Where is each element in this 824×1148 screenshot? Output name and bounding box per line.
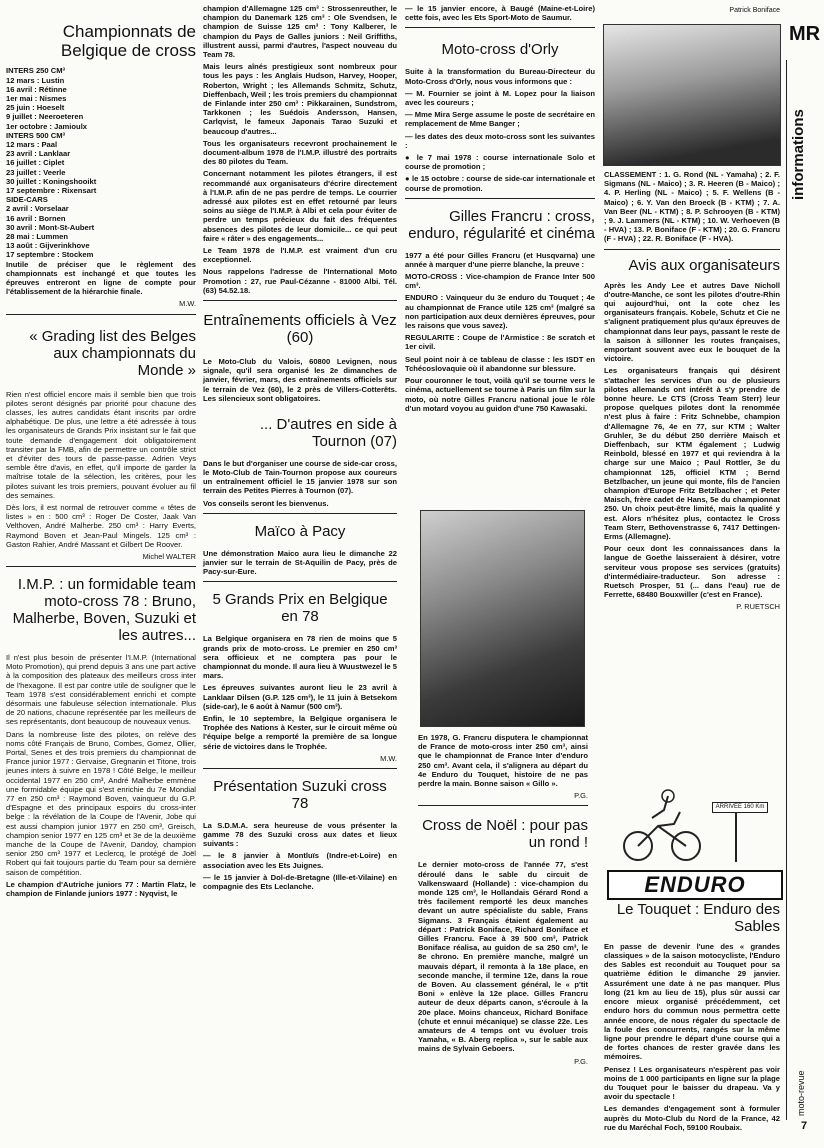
list-item: 12 mars : Lustin <box>6 75 65 85</box>
divider <box>418 805 588 806</box>
tournon-paragraph: Dans le but d'organiser une course de side-car cross, le Moto-Club de Tain-Tournon propose aux coureurs un entraînement officiel le 15 janvier 1978 sur son terrain des Petites Pierres à Tournon (07). <box>203 458 397 496</box>
imp-continued: Mais leurs aînés prestigieux sont nombreux pour tous les pays : les Anglais Hudson, Harvey, Hooper, Roberton, Wright ; les Allemands Schmitz, Schutz, Dieffenbach, Weil ; les trois premiers du championnat de Finlande inter 250 cm³ : Pikkarainen, Sundstrom, Tarkkonen ; les Suédois Andersson, Hansen, Carlqvist, le fameux Japonais Tarao Suzuki et beaucoup d'autres... <box>203 62 397 136</box>
francru-paragraph: Seul point noir à ce tableau de classe : les ISDT en Tchécoslovaquie où il abandonne sur blessure. <box>405 354 595 373</box>
divider <box>203 513 397 514</box>
imp-address: Nous rappelons l'adresse de l'International Moto Promotion : 27, rue Paul-Cézanne - 81000 Albi. Tél. (63) 54.52.18. <box>203 267 397 295</box>
touquet-paragraph: Pensez ! Les organisateurs n'espèrent pas voir moins de 1 000 participants en ligne sur la plage du Touquet pour le baisser du drapeau. Va y avoir du spectacle ! <box>604 1064 780 1102</box>
enduro-illustration <box>608 788 778 866</box>
orly-paragraph: — Mme Mira Serge assume le poste de secrétaire en remplacement de Mme Banger ; <box>405 110 595 129</box>
touquet-title: Le Touquet : Enduro des Sables <box>616 901 780 935</box>
orly-paragraph: — les dates des deux moto-cross sont les suivantes : <box>405 131 595 150</box>
inter250-heading: INTERS 250 CM³ <box>6 66 66 76</box>
imp-continued: champion d'Allemagne 125 cm³ : Strossenreuther, le champion du Danemark 125 cm³ : Ole Svendsen, le champion de Suisse 125 cm³ : Tony Kalberer, le champion du Pays de Galles juniors : Neil Griffiths, illustrent aussi, parmi d'autres, l'aspect nouveau du Team 78. <box>203 4 397 60</box>
francru-paragraph: 1977 a été pour Gilles Francru (et Husqvarna) une année à marquer d'une pierre blanche, la preuve : <box>405 250 595 269</box>
sidecars-heading: SIDE-CARS <box>6 195 48 205</box>
list-item: 30 juillet : Koningshooikt <box>6 176 97 186</box>
grading-paragraph: Dès lors, il est normal de retrouver comme « têtes de listes » en : 500 cm³ : Roger De Coster, Jaak Van Velthoven, André Malherbe. 250 cm³ : Harry Everts, Raymond Boven et Jean-Paul Mingels. 125 cm³ : Gaston Rahier, André Massant et Gilbert De Roover. <box>6 502 196 549</box>
orly-paragraph: Suite à la transformation du Bureau-Directeur du Moto-Cross d'Orly, nous vous informons que : <box>405 67 595 86</box>
gp-paragraph: Enfin, le 10 septembre, la Belgique organisera le Trophée des Nations à Kester, sur le circuit même où l'équipe belge a remporté la première de sa longue série de victoires dans le Trophée. <box>203 713 397 751</box>
touquet-paragraph: Les demandes d'engagement sont à formuler auprès du Moto-Club du Nord de la France, 42 rue du Maréchal Foch, 59100 Roubaix. <box>604 1104 780 1132</box>
magazine-logo: MR <box>789 23 821 45</box>
tournon-paragraph: Vos conseils seront les bienvenus. <box>203 498 329 508</box>
signature: M.W. <box>380 753 397 763</box>
imp-continued: Concernant notamment les pilotes étrangers, il est recommandé aux organisateurs d'écrire directement à l'I.M.P. afin de ne pas perdre de temps. Le courrier adressé aux pilotes est en effet retourné par leurs soins au siège de l'I.M.P. à Albi et cela pour éviter de perdre un temps précieux du fait des fréquentes absences des pilotes de leur domicile... ce qui peut faire « râter » des engagements... <box>203 169 397 243</box>
suzuki-continued: — le 15 janvier encore, à Baugé (Maine-et-Loire) cette fois, avec les Ets Sport-Moto de Saumur. <box>405 4 595 23</box>
noel-title: Cross de Noël : pour pas un rond ! <box>422 817 588 852</box>
francru-paragraph: Pour couronner le tout, voilà qu'il se tourne vers le cinéma, actuellement se tourne à Paris un film sur la moto, où notre Gilles Francru national joue le rôle d'un motard voyou au guidon d'une 750 Kawasaki. <box>405 376 595 413</box>
suzuki-title: Présentation Suzuki cross 78 <box>213 777 387 812</box>
column-2 <box>203 4 397 894</box>
regulation-note: Inutile de préciser que le règlement des championnats est inchangé et que toutes les épreuves entreront en ligne de compte pour l'établissement de la hiérarchie finale. <box>6 259 196 297</box>
suzuki-paragraph: La S.D.M.A. sera heureuse de vous présenter la gamme 78 des Suzuki cross aux dates et lieux suivants : <box>203 820 397 849</box>
orly-paragraph: ● le 15 octobre : course de side-car internationale et course de promotion. <box>405 174 595 193</box>
list-item: 23 juillet : Veerle <box>6 167 66 177</box>
avis-paragraph: Les organisateurs français qui désirent s'attacher les services d'un ou de plusieurs pilotes allemands ont intérêt à s'y prendre de bonne heure. Le CTS (Cross Team Sterr) leur propose quelques pilotes dont la renommée n'est plus à faire : Fritz Schnebbe, champion d'Allemagne 76, 4e en 77, sur KTM ; Walter Gruhler, 3e du début 250 derrière Maisch et Dieffenbach, sur KTM également ; Ludwig Reinbold, blessé en 1977 et qui reviendra à la charge sur une Maico ; Paul Rottler, 3e du championnat 125, officiel KTM ; Bernd Betzlbacher, un jeune qui monte, fils de l'ancien champion d'Europe Fritz Betzlbacher ; et Peter Maisch, frère cadet de Hans, 5e du championnat 250. Un choix peut-être limité, mais la qualité y est. Alors n'hésitez plus, contactez le Cross Team Sterr, Bethovenstrasse 6, 7417 Dettingen-Erms (Allemagne). <box>604 366 780 542</box>
margin-rule <box>786 60 787 1120</box>
imp-continued: Tous les organisateurs recevront prochainement le document-album 1978 de l'I.M.P. illustré des portraits des 80 pilotes du Team. <box>203 138 397 167</box>
column-3 <box>405 4 595 416</box>
orly-title: Moto-cross d'Orly <box>441 41 559 59</box>
page-number: 7 <box>800 1120 808 1132</box>
suzuki-paragraph: — le 8 janvier à Montluïs (Indre-et-Loire) en association avec les Ets Juignes. <box>203 851 397 870</box>
inter250-list <box>6 76 196 131</box>
signature: M.W. <box>179 299 196 309</box>
suzuki-paragraph: — le 15 janvier à Dol-de-Bretagne (Ille-et-Vilaine) en compagnie des Ets Leclanche. <box>203 872 397 892</box>
grading-paragraph: Rien n'est officiel encore mais il semble bien que trois pilotes seront désignés par priorité pour chacune des classes, les autres candidats étant inscrits par ordre alphabétique. De plus, une lettre a été adressée à tous les organisateurs de Grands Prix insistant sur le fait que toute demande d'engagement doit obligatoirement transiter par la FMB, afin de permettre un contrôle strict et d'éviter des tours de passe-passe. Adrien Veys semble être d'avis, en effet, qu'il importe de garder la maîtrise totale de la sélection, les critères, pour les pilotes suivant les trois premiers, pouvant évoluer au fil des semaines. <box>6 389 196 500</box>
imp-paragraph: Le champion d'Autriche juniors 77 : Martin Flatz, le champion de Finlande juniors 1977 : Nyqvist, le <box>6 879 196 898</box>
vez-paragraph: Le Moto-Club du Valois, 60800 Levignen, nous signale, qu'il sera organisé les 2e dimanches de janvier, février, mars, des entraînements officiels sur le terrain de Vez (60), le 2 près de Villers-Cotterêts. Les silencieux sont obligatoires. <box>203 356 397 403</box>
list-item: 16 juillet : Ciplet <box>6 158 65 168</box>
maico-title: Maïco à Pacy <box>254 522 346 540</box>
orly-paragraph: — M. Fournier se joint à M. Lopez pour la liaison avec les coureurs ; <box>405 88 595 107</box>
list-item: 17 septembre : Rixensart <box>6 186 97 196</box>
inter500-list <box>6 140 196 195</box>
touquet-paragraph: En passe de devenir l'une des « grandes classiques » de la saison motocycliste, l'Enduro des Sables est reconduit au Touquet pour sa quatrième édition le dimanche 29 janvier. Assurément une date à ne pas manquer. Plus long (21 km au lieu de 15), plus sûr aussi car encore mieux organisé précédemment, cet enduro hors du commun nous permettra cette année encore, de nous régaler du spectacle de la foule des concurrents, rangés sur la même ligne pour prendre le départ d'une course qui a de fortes chances de rester gravée dans les mémoires. <box>604 941 780 1062</box>
gp-paragraph: La Belgique organisera en 78 rien de moins que 5 grands prix de moto-cross. Le premier en 250 cm³ sera officieux et ne comptera pas pour le championnat du monde. Il aura lieu à Wuustwezel le 5 mars. <box>203 634 397 681</box>
list-item: 13 août : Gijverinkhove <box>6 241 90 251</box>
photo-caption: En 1978, G. Francru disputera le championnat de France de moto-cross inter 250 cm³, ainsi que le championnat de France Inter d'enduro 250 cm³. Avant cela, il s'alignera au départ du 4e Enduro du Touquet, histoire de ne pas perdre la main. Bonne saison « Gillo ». <box>418 733 588 789</box>
sidecars-list <box>6 204 196 259</box>
list-item: 28 mai : Lummen <box>6 232 69 242</box>
divider <box>203 300 397 301</box>
imp-paragraph: Il n'est plus besoin de présenter l'I.M.P. (International Moto Promotion), qui prend depuis 3 ans une part active à la composition des plateaux des meilleurs cross inter de l'hexagone. Il est par contre utile de souligner que le Team 1978 s'est considérablement enrichi et compte désormais une fabuleuse sélection internationale. Plus de 20 nations, chacune représentée par les meilleurs de ses représentants, dont beaucoup de nouveaux venus. <box>6 652 196 727</box>
list-item: 25 juin : Hoeselt <box>6 103 65 113</box>
signature: P. RUETSCH <box>736 602 780 612</box>
noel-paragraph: Le dernier moto-cross de l'année 77, s'est déroulé dans le sable du circuit de Valkenswaard (Hollande) : vice-champion du monde 125 cm³, le Hollandais Gérard Rond a très facilement remporté les deux manches devant un autre spécialiste du sable, Frans Sigmans. 3 Français étaient également au départ : Patrick Boniface, Richard Boniface et Gilles Francru. Face à 39 500 cm³, Patrick Boniface réalisa, au guidon de sa 250 cm³, le 8e chrono. En première manche, malgré un mauvais départ, il remonta à la 18e place, en seconde manche, il termine 12e, dans la roue de Boven. Au classement général, le « p'tit Boni » enlève la 12e place. Gilles Francru auteur de deux départs canon, s'écroule à la 20e place. Moins chanceux, Richard Boniface (chute et ennui mécanique) se classe 22e. Les amateurs de 4 temps ont vu évoluer trois Yamaha, « B. Aberg replica », sur le sable aux mains de Sylvain Geboers. <box>418 860 588 1054</box>
footer-label: moto-revue <box>796 1070 806 1116</box>
list-item: 1er mai : Nismes <box>6 94 67 104</box>
list-item: 12 mars : Paal <box>6 140 58 150</box>
imp-paragraph: Dans la nombreuse liste des pilotes, on relève des noms côté Français de Bruno, Combes, Gomez, Ollier, Portal, Senes et des trois premiers du championnat de France junior 1977 : Gervaise, Gregnanin et Titone, trois jeunes inters à suivre en 1978 ! Côté Belge, le meilleur occidental 1977 en 250 cm³, André Malherbe emmène une formidable équipe qui s'est enrichie du 7e Mondial 77 en 250 cm³ : Raymond Boven, vainqueur du G.P. d'Espagne et des principaux espoirs du cross-inter belge : la révélation de la Coupe de l'Avenir, Jobe qui est aussi champion junior 1977 en 250 cm³, Greisch, champion senior 1977 en 125 cm³ et 3e de la deuxième manche de la Coupe de l'Avenir, Dandoy, champion senior 250 cm³ 1977 et Leclercq, le protégé de Joël Robert qui fait toujours partie du Team pour sa dernière saison de compétition. <box>6 729 196 877</box>
list-item: 16 avril : Bornen <box>6 213 66 223</box>
vez-title: Entraînements officiels à Vez (60) <box>203 312 397 347</box>
list-item: 1er octobre : Jamioulx <box>6 121 88 131</box>
signature: Michel WALTER <box>142 551 196 561</box>
classement-label: CLASSEMENT : <box>604 170 662 179</box>
photo-credit: Patrick Boniface <box>729 7 780 14</box>
enduro-banner: ENDURO <box>607 870 783 900</box>
section-label: informations <box>790 109 807 200</box>
divider <box>604 249 780 250</box>
belgium-championship-title: Championnats de Belgique de cross <box>60 22 196 61</box>
divider <box>405 27 595 28</box>
classement-paragraph <box>604 170 780 244</box>
divider <box>405 198 595 199</box>
divider <box>6 314 196 315</box>
imp-continued: Le Team 1978 de l'I.M.P. est vraiment d'un cru exceptionnel. <box>203 246 397 265</box>
arrivee-sign: ARRIVÉE 160 Km <box>712 802 768 813</box>
column-1 <box>6 22 196 901</box>
gp-paragraph: Les épreuves suivantes auront lieu le 23 avril à Lanklaar Dilsen (G.P. 125 cm³), le 11 juin à Betsekom (side-car), le 6 août à Namur (500 cm³). <box>203 683 397 711</box>
francru-photo <box>420 510 585 727</box>
francru-paragraph: ENDURO : Vainqueur du 3e enduro du Touquet ; 4e au championnat de France utile 125 cm³ (malgré sa non participation aux deux dernières épreuves, pour les raisons que vous savez). <box>405 293 595 331</box>
list-item: 23 avril : Lanklaar <box>6 149 71 159</box>
francru-title: Gilles Francru : cross, enduro, régularité et cinéma <box>408 207 595 242</box>
maico-paragraph: Une démonstration Maico aura lieu le dimanche 22 janvier sur le terrain de St-Aquilin de Pacy, près de Pacy-sur-Eure. <box>203 548 397 577</box>
signature: P.G. <box>574 1056 588 1066</box>
list-item: 9 juillet : Neeroeteren <box>6 112 84 122</box>
avis-paragraph: Pour ceux dont les connaissances dans la langue de Goethe laisseraient à désirer, votre serviteur vous propose ses services (gratuits) d'intermédiaire-traducteur. Son adresse : Ruetsch Prosper, 51 (... dans l'eau) rue de Ferrette, 68480 Bouxwiller (c'est en France). <box>604 544 780 600</box>
list-item: 17 septembre : Stockem <box>6 250 94 260</box>
francru-caption-block <box>418 733 588 1070</box>
list-item: 2 avril : Vorselaar <box>6 204 69 214</box>
boniface-photo <box>603 24 781 166</box>
grading-list-title: « Grading list des Belges aux championnats du Monde » <box>29 327 196 379</box>
column-4 <box>604 170 780 616</box>
list-item: 30 avril : Mont-St-Aubert <box>6 222 95 232</box>
divider <box>203 768 397 769</box>
tournon-title: ... D'autres en side à Tournon (07) <box>259 415 397 450</box>
touquet-block <box>604 902 780 1135</box>
inter500-heading: INTERS 500 CM³ <box>6 130 66 140</box>
avis-title: Avis aux organisateurs <box>628 256 780 274</box>
francru-paragraph: MOTO-CROSS : Vice-champion de France Inter 500 cm³. <box>405 272 595 291</box>
divider <box>203 581 397 582</box>
divider <box>6 566 196 567</box>
classement-results: 1. G. Rond (NL - Yamaha) ; 2. F. Sigmans (NL - Maico) ; 3. R. Heeren (B - Maico) ; 4. P. Herling (NL - Maico) ; 5. F. Wellens (B - Maico) ; 6. Y. Van den Broeck (B - KTM) ; 7. A. Van Beer (NL - KTM) ; 8. P. Schrooyen (B - KTM) ; 9. J. Lammers (NL - KTM) ; 10. W. Verhoeven (B - HVA) ; 13. P. Boniface (F - KTM) ; 20. G. Francru (F - HVA) ; 22. R. Boniface (F - HVA). <box>604 170 780 244</box>
francru-paragraph: REGULARITE : Coupe de l'Armistice : 8e scratch et 1er civil. <box>405 333 595 352</box>
grand-prix-title: 5 Grands Prix en Belgique en 78 <box>212 591 388 626</box>
imp-title: I.M.P. : un formidable team moto-cross 78 : Bruno, Malherbe, Boven, Suzuki et les autres... <box>12 576 196 644</box>
avis-paragraph: Après les Andy Lee et autres Dave Nicholl d'outre-Manche, ce sont les pilotes d'outre-Rhin qui aujourd'hui, ont la cote chez les organisateurs français. Kobele, Schutz et Cie ne s'alignent pratiquement plus qu'aux épreuves de championnat dans leur pays, passant le reste de la saison à sillonner les routes françaises, emportant souvent avec eux le bouquet de la victoire. <box>604 280 780 364</box>
orly-paragraph: ● le 7 mai 1978 : course internationale Solo et course de promotion ; <box>405 152 595 172</box>
signature: P.G. <box>574 791 588 801</box>
motorcycle-cartoon-icon <box>608 788 778 866</box>
list-item: 16 avril : Rétinne <box>6 84 67 94</box>
